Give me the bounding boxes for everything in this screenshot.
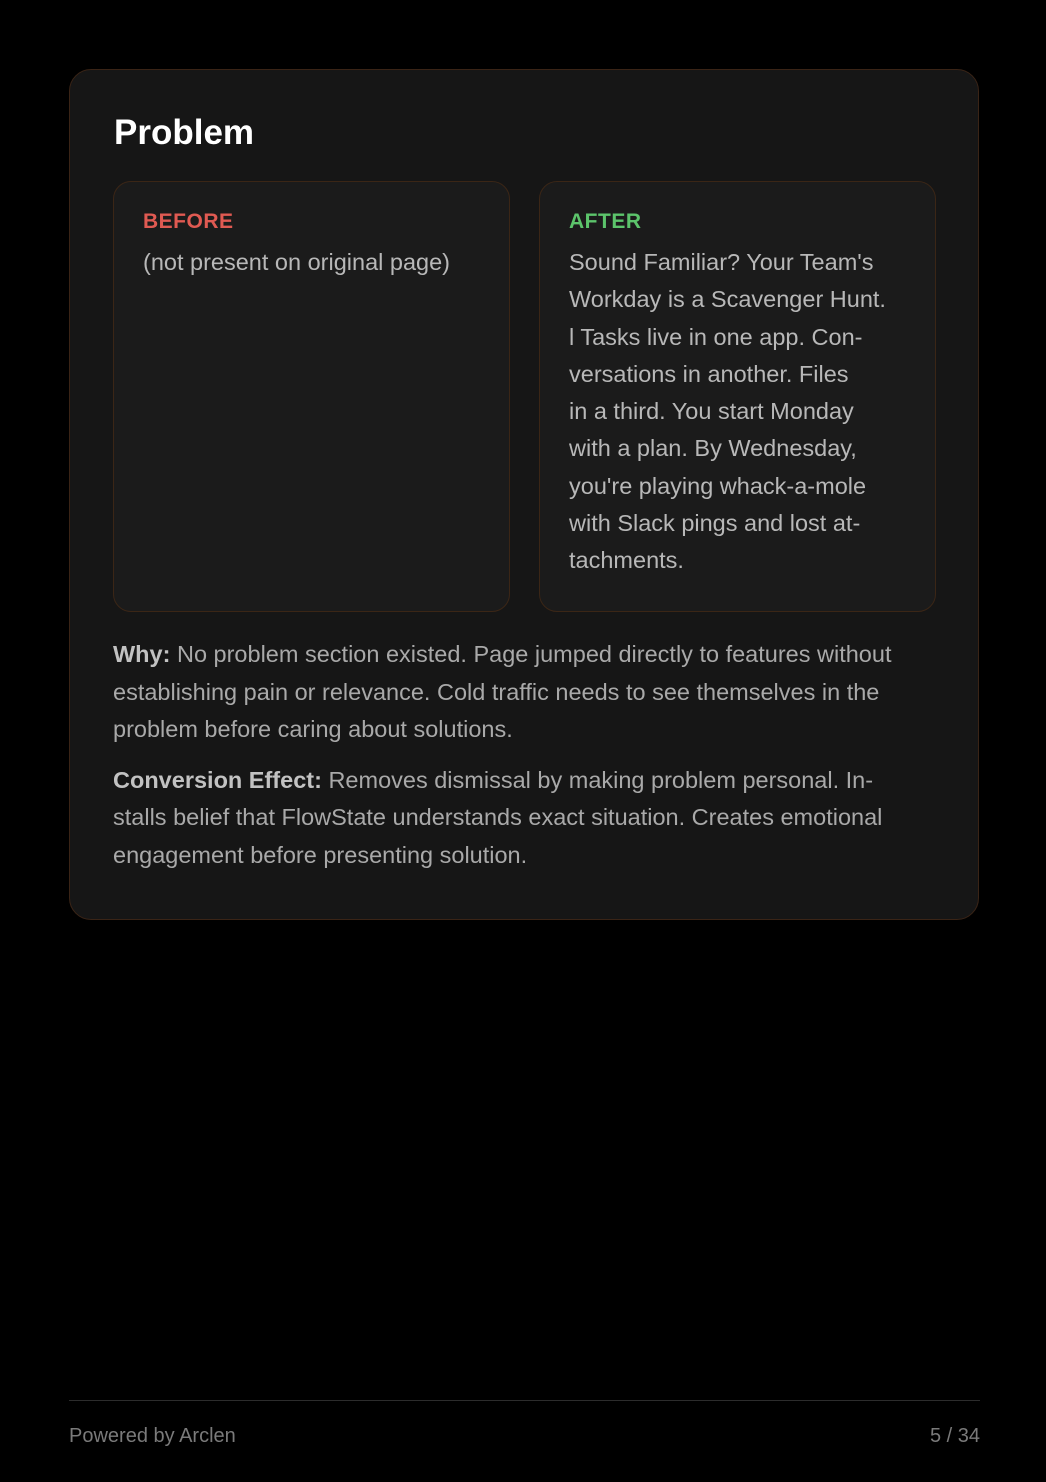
page-indicator: 5 / 34 bbox=[929, 1425, 980, 1447]
footer-divider bbox=[69, 1400, 980, 1401]
section-title: Problem bbox=[114, 113, 255, 152]
before-label: BEFORE bbox=[143, 210, 234, 233]
why-note bbox=[113, 636, 943, 749]
conversion-line: engagement before presenting solution. bbox=[113, 841, 528, 868]
after-line: you're playing whack-a-mole bbox=[569, 472, 867, 499]
before-line: (not present on original page) bbox=[143, 249, 451, 275]
conversion-effect-note bbox=[113, 762, 943, 875]
after-line: with a plan. By Wednesday, bbox=[569, 435, 857, 462]
problem-card bbox=[69, 69, 979, 920]
analysis-notes bbox=[113, 636, 943, 887]
why-line: problem before caring about solutions. bbox=[113, 716, 513, 742]
before-after-comparison bbox=[113, 181, 936, 612]
after-panel bbox=[539, 181, 936, 612]
why-label: Why: bbox=[113, 641, 171, 667]
why-line bbox=[113, 636, 943, 674]
after-label: AFTER bbox=[569, 210, 642, 233]
after-line: Workday is a Scavenger Hunt. bbox=[569, 286, 886, 313]
after-text bbox=[569, 244, 906, 580]
why-text: No problem section existed. Page jumped directly to features without bbox=[170, 641, 892, 667]
before-text bbox=[143, 244, 480, 281]
conversion-line bbox=[113, 762, 943, 800]
after-line: Sound Familiar? Your Team's bbox=[569, 249, 874, 275]
after-line: with Slack pings and lost at- bbox=[569, 510, 861, 537]
after-line: versations in another. Files bbox=[569, 360, 849, 387]
conversion-effect-label: Conversion Effect: bbox=[113, 766, 322, 793]
before-panel bbox=[113, 181, 510, 612]
powered-by-text: Powered by Arclen bbox=[69, 1425, 236, 1447]
conversion-line: stalls belief that FlowState understands exact situation. Creates emotional bbox=[113, 804, 883, 830]
after-line: in a third. You start Monday bbox=[569, 398, 854, 425]
why-line: establishing pain or relevance. Cold traffic needs to see themselves in the bbox=[113, 678, 880, 705]
after-line: tachments. bbox=[569, 547, 684, 574]
conversion-effect-text: Removes dismissal by making problem personal. In- bbox=[321, 766, 874, 793]
after-line: l Tasks live in one app. Con- bbox=[569, 323, 863, 350]
